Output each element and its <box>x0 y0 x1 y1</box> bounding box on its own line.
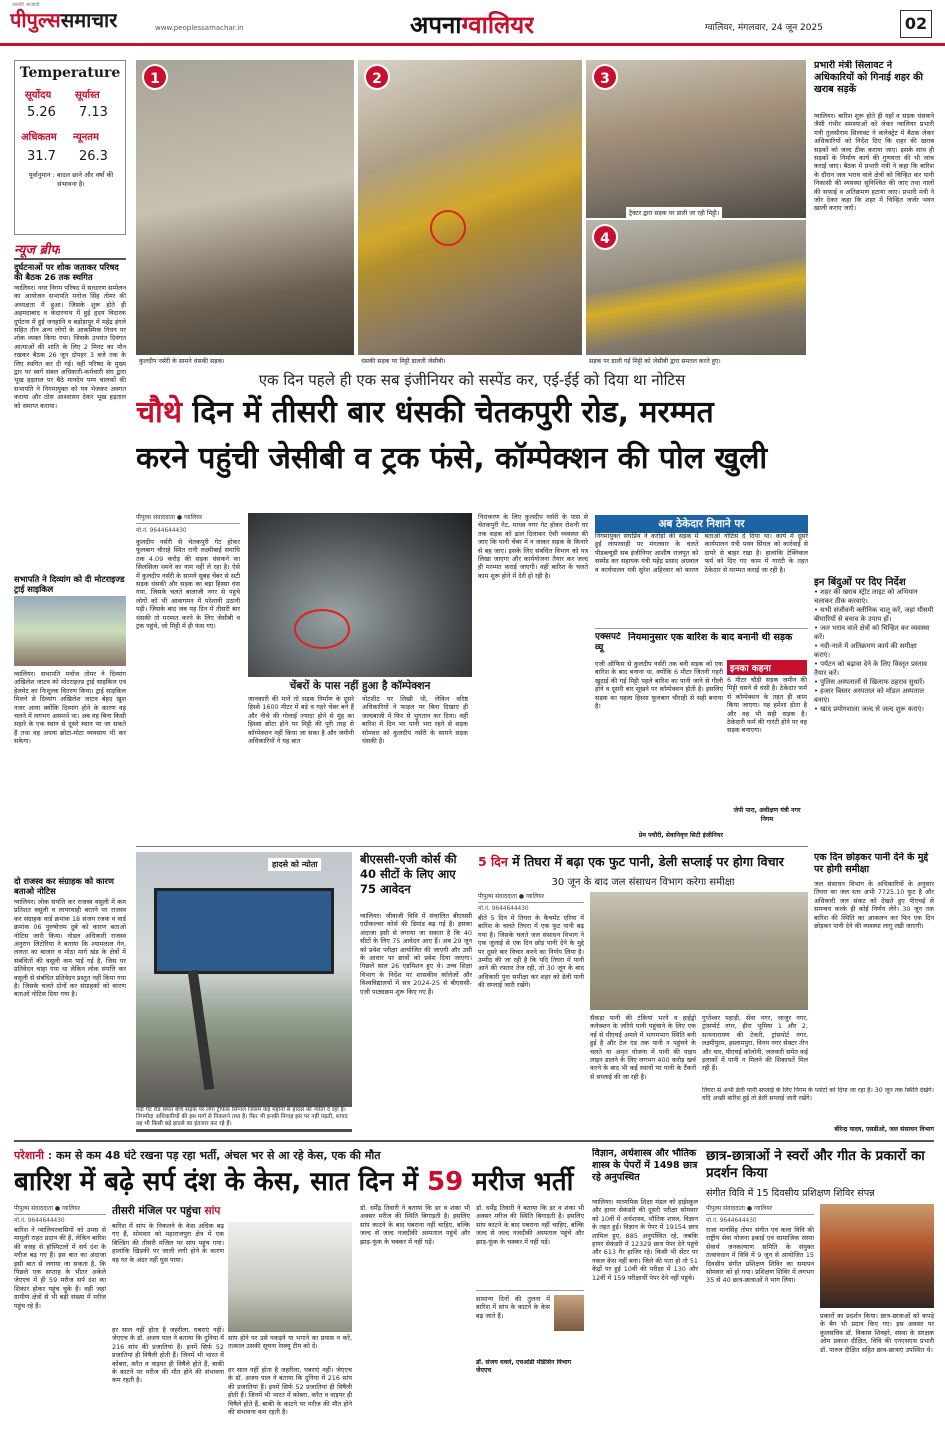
water-column-1: बीते 5 दिन में तिघरा के कैचमेंट एरिया में बारिश के चलते तिघरा में एक फुट पानी बढ़ गया है। जिसके चलते जल संसाधन विभाग ने एक जुलाई से एक दिन छोड़ पानी देने के मुद्दे पर दूसरे बार विचार करने का निर्णय लिया है। उम्मीद की जा रही है कि यदि तिघरा में पानी आने की रफ्तार तेज रही, तो 30 जून के बाद अधिकारी पुनः समीक्षा कर शहर को डेली पानी की सप्लाई जारी रखेंगे। <box>478 914 584 990</box>
list-item: • नदी-नाले में अतिक्रमण कार्य की समीक्षा कराएं। <box>814 642 917 659</box>
photo-2-number: 2 <box>364 64 390 90</box>
temperature-title: Temperature <box>19 65 121 81</box>
snake-window-photo <box>228 1222 352 1332</box>
tricycle-photo <box>14 596 126 666</box>
doctor-photo <box>554 1295 584 1331</box>
brief-3-body: ग्वालियर। लोक संपत्ति कर राजस्व वसूली में कम प्रतिशत वसूली व लापरवाही बरतने पर राजस्व कर संग्राहक वार्ड क्रमांक 18 संजय रजक व वार्ड क्रमांक 06 पुरुषोत्तम दुबे को कारण बताओ नोटिस जारी किया। नोडल अधिकारी राजस्व अनुराग लिटोरिया ने बताया कि श्यामलाल गेन, ललता का बाजार व मोठा मार्ग खंड के क्षेत्रों में संबंधितों की वसूली कम पाई गई है, जिस पर प्रतिवेदन चाहा गया था लेकिन लोक संपत्ति कर वसूली से संबंधित प्रतिवेदन प्रस्तुत नहीं किया गया है। जिसके चलते दोनों कर संग्राहकों को कारण बताओ नोटिस दिया गया है। <box>14 898 126 999</box>
snake-inset-body: बारिश में सांप के निकलने के केस अधिक बढ़ गए हैं, सोमवार को महाराजपुरा क्षेत्र में एक बिल्डिंग की तीसरी मंजिल पर सांप पहुंच गया। हालांकि खिड़की पर जाली लगी होने के कारण वह घर के अंदर नहीं घुस पाया। <box>112 1222 224 1264</box>
highlight-circle <box>430 210 466 246</box>
lead-byline: पीपुल्स संवाददाता ● ग्वालियर <box>136 513 240 524</box>
photo-3-caption: ट्रैक्टर द्वारा सड़क पर डाली जा रही मिट्टी। <box>626 207 722 218</box>
water-byline: पीपुल्स संवाददाता ● ग्वालियर <box>478 892 584 903</box>
max-label: अधिकतम <box>21 132 57 143</box>
lead-column-1: कुलदीप नर्सरी से चेतकपुरी गेट होकर फूलबाग चौराहे स्थित रानी लक्ष्मीबाई समाधि तक 4.09 करोड़ की सड़क धंसकने का सिलसिला थमने का नाम नहीं ले रहा है। ऐसे में कुलदीप नर्सरी के सामने सुबह चेंबर से सटी सड़क धंसकी और सड़क का बड़ा हिस्सा धंस गया, जिसके चलते बालाजी नगर से पहुंचे लोगों को भी आवागमन में परेशानी उठानी पड़ी। जिसके बाद जब यह दिन में तीसरी बार धंसकी तो मरम्मत करने के लिए जेसीबी व ट्रक पहुंचे, जो मिट्टी में ही फंस गए। <box>136 538 240 631</box>
expert-body: एजी ऑफिस से कुलदीप नर्सरी तक बनी सड़क को एक बारिश के बाद बनाना था, क्योंकि 6 मीटर जितनी गहरी खुदाई की गई मिट्टी पहले बारिश का पानी जाने से गीली होने व दूसरी बार सूखने पर कॉम्पेक्शन होती है। इसलिए सड़क का पहला हिस्सा फूलबाग चौराही से सही बनाया है। <box>595 660 723 711</box>
water-column-3: गुप्तेश्वर पहाड़ी, सेवा नगर, जाजुर नगर, ट्रांसपोर्ट नगर, हीरा भूमिया 1 और 2, सत्यनारायण की टेकरी, ट्रांसपोर्ट नगर, लक्ष्मीपुरम, इस्लामपुरा, विनय नगर सेक्टर तीन और चार, पीएचई कॉलोनी, जलवारी समेत कई इलाकों में पानी न मिलने की शिकायतें मिल रही हैं। <box>702 1014 808 1073</box>
engineer-label: इनका कहना <box>727 660 807 675</box>
photo-tag: हादसे को न्योता <box>268 858 321 871</box>
divider <box>14 258 126 260</box>
photo-1-caption: कुलदीप नर्सरी के सामने धंसकी सड़क। <box>136 355 354 366</box>
brief-2-headline[interactable]: सभापति ने दिव्यांग को दी मोटराइज्ड ट्राई साइकिल <box>14 574 125 594</box>
divider <box>14 1140 934 1142</box>
photo-4-caption: सड़क पर डाली गई मिट्टी को जेसीबी द्वारा समतल करते हुए। <box>586 355 806 366</box>
snake-column-2: हर साल नहीं होता है जहरीला, घबराएं नहीं। जेएएच के डॉ. अजय पाल ने बताया कि दुनिया में 216 सांप की प्रजातियां हैं। इनमें सिर्फ 52 प्रजातियां ही विषैली होती हैं। जिनमें भी भारत में कोबरा, करैत व वाइपर ही विषैले होते हैं, बाकी के काटने पर मरीज की मौत होने की संभावना कम रहती है। <box>112 1326 224 1385</box>
snake-mobile: मो.नं. 9644644430 <box>14 1218 65 1224</box>
expert-label: एक्सपर्ट व्यू <box>595 632 621 653</box>
photo-1-sunken-road <box>136 60 354 366</box>
lead-column-2: जानकारी की मानें तो सड़क निर्माण के दूसरे हिस्से 1600 मीटर में बड़े व गहरे चेंबर बने हैं और नीचे की गोलाई ज्यादा होने से मुंह का हिस्सा छोटा होने पर मिट्टी की पूरी तरह से कॉम्पेक्शन नहीं किया जा सका है और जमीनी अधिकारियों ने यह बात <box>248 695 354 746</box>
music-byline: पीपुल्स संवाददाता ● ग्वालियर <box>706 1204 814 1215</box>
music-body: राजा मानसिंह तोमर संगीत एवं कला विवि की राष्ट्रीय सेवा योजना इकाई एवं सामाजिक संस्था सेवार्थ जनकल्याण समिति के संयुक्त तत्वावधान में विवि में 9 जून से आयोजित 15 दिवसीय संगीत प्रशिक्षण शिविर का समापन सोमवार को हो गया। प्रशिक्षण शिविर में लगभग 35 से 40 छात्र-छात्राओं ने भाग लिया। <box>706 1226 814 1285</box>
lead-column-3: नोटशीट पर लिखी थी, लेकिन वरिष्ठ अधिकारियों ने फाइल पर बिना दिखाए ही जल्दबाजी में फिर से भुगतान कर दिया। वहीं बारिश में दिन भर पानी भरा रहने से सड़क सोमवार को कुलदीप नर्सरी के सामने सड़क धंसकी है। <box>362 695 468 746</box>
sunset-value: 7.13 <box>79 105 108 120</box>
lead-kicker: एक दिन पहले ही एक सब इंजीनियर को सस्पेंड कर, एई-ईई को दिया था नोटिस <box>258 371 686 389</box>
snake-inset-caption: सांप होने पर उसे पकड़ने या भगाने का प्रयास न करें, तत्काल उसकी सूचना रेस्क्यू टीम को दें। <box>228 1334 352 1351</box>
brief-3-headline[interactable]: दो राजस्व कर संग्राहक को कारण बताओ नोटिस <box>14 876 114 896</box>
temperature-box <box>14 60 126 235</box>
snake-kicker: परेशानी : कम से कम 48 घंटे रखना पड़ रहा भर्ती, अंचल भर से आ रहे केस, एक की मौत <box>14 1149 381 1162</box>
music-body-2: प्रकारों का प्रदर्शन किया। छात्र-छात्राओं को कपड़े के बैग भी प्रदान किए गए। इस अवसर पर कुलसचिव डॉ. विकास शिवहरे, संस्था के संरक्षक ओम प्रकाश दीक्षित, विवि की एनएसएस प्रभारी डॉ. पारुल दीक्षित सहित छात्र-छात्राएं उपस्थित थे। <box>820 1312 934 1354</box>
photo-4-number: 4 <box>592 224 618 250</box>
min-label: न्यूनतम <box>73 132 99 143</box>
exam-body: ग्वालियर। माध्यमिक शिक्षा मंडल को हाईस्कूल और हायर सेकंडरी की दूसरी परीक्षा सोमवार को 10वीं में अर्थशास्त्र, भौतिक शास्त्र, विज्ञान के तहत हुई। विज्ञान के पेपर में 19154 छात्र शामिल हुए, 885 अनुपस्थित रहे, जबकि हायर सेकंडरी में 12329 छात्र पेपर देने पहुंचे और 613 गैर हाजिर रहे। किसी भी सेंटर पर नकल केस नहीं बना। जिले की पता हो तो 51 केंद्रों पर हुई 10वीं की परीक्षा में 130 और 12वीं में 159 परीक्षार्थी पेपर देने नहीं पहुंचे। <box>592 1198 698 1282</box>
traffic-signal-caption: नदी गेट रोड स्थित बीच सड़क पर लगा ट्रैफिक सिग्नल जिसमें कई महीनों से हादसे को न्योता दे रहा है। निगमोदा अधिकारियों की इस मार्ग से निकलने तथा है। फिर भी इनकी निगाह इस पर नहीं पड़ती, शायद वह भी किसी बड़े हादसे का इंतजार कर रहे हैं। <box>136 1107 352 1129</box>
expert-signature: प्रेम पचौरी, सेवानिवृत्त सिटी इंजीनियर <box>638 832 723 839</box>
photo-2-caption: धंसकी सड़क पर मिट्टी डालती जेसीबी। <box>358 355 582 366</box>
list-item: • जल भराव वाले क्षेत्रों को चिन्हित कर व्यवस्था करें। <box>814 624 930 641</box>
min-value: 26.3 <box>79 149 108 164</box>
list-item: • हजार बिस्तर अस्पताल को मॉडल अस्पताल बनाएं। <box>814 687 925 704</box>
news-brief-title: न्यूज ब्रीफ <box>14 243 61 258</box>
list-item: • शहर की खराब स्ट्रीट लाइट को अभियान चलाकर ठीक करवाएं। <box>814 588 918 605</box>
contractor-box-body: निगमायुक्त संघप्रिय ने करोड़ों की सड़क में हुई लापरवाही पर मंगलवार के चलते पीडब्ल्यूडी सब इंजीनियर आशीष राजपूत को सस्पेंड कर सहायक यंत्री महेंद्र प्रसाद अग्रवाल व कार्यपालन यंत्री सुरेश अहिरवार को कारण बताओ नोटिस दे दिया था। कार्य में दूसरे कार्यपालन यंत्री पवन सिंघल को कार्रवाई से दायरे से बाहर रखा है। हालांकि टेक्निकल फर्म को दिए गए काम में गारंटी के तहत ठेकेदार से मरम्मत कराई जा रही है। <box>595 532 808 574</box>
directions-title: इन बिंदुओं पर दिए निर्देश <box>814 577 906 588</box>
exam-headline[interactable]: विज्ञान, अर्थशास्त्र और भौतिक शास्त्र के पेपरों में 1498 छात्र रहे अनुपस्थित <box>592 1148 698 1183</box>
photo-2-jcb <box>358 60 582 366</box>
signal-pole <box>188 970 215 1090</box>
engineer-signature: जेपी पारा, अधीक्षण यंत्री नगर निगम <box>733 807 801 823</box>
lead-mobile: मो.नं. 9644644430 <box>136 528 187 534</box>
lead-photo-caption: चेंबरों के पास नहीं हुआ है कॉम्पेक्शन <box>248 677 472 695</box>
water-mobile: मो.नं. 9644644430 <box>478 906 529 912</box>
bsc-body: ग्वालियर। जीवाजी विवि में संचालित बीएससी एग्रीकल्चर कोर्स की डिमांड बढ़ गई है। इसका अंदाजा इसी से लगाया जा सकता है कि 40 सीटों के लिए 75 आवेदन आए हैं। अब 29 जून को प्रवेश परीक्षा आयोजित की जाएगी और उसी के आधार पर छात्रों को प्रवेश दिया जाएगा। पिछले साल 26 एडमिशन हुए थे। उच्च शिक्षा विभाग के निर्देश पर शासकीय कॉलेजों और विश्वविद्यालयों में सत्र 2024-25 से बीएससी-एजी पाठ्यक्रम शुरू किए गए हैं। <box>360 912 472 996</box>
brief-1-body: ग्वालियर। नगर निगम परिषद में साधारण सम्मेलन का आयोजन सभापति मनोज सिंह तोमर की अध्यक्षता में हुआ। जिसके शुरू होते ही अहमदाबाद व केदारनाथ में हुई हृदय विदारक दुर्घटना में हुई जनहानि व बड़ोड़ापुर में महेंद्र इंगले सहित तीन अन्य लोगों के आकस्मिक निधन पर शोक व्यक्त किया गया। जिसके उपरांत दिवंगत आत्माओं की शांति के लिए 2 मिनट का मौन रखकर बैठक 26 जून दोपहर 3 बजे तक के लिए स्थगित कर दी गई। वहीं परिषद के मुख्य द्वार पर स्वर्ग संबल अधिकारी-कर्मचारी संघ द्वारा भूख हड़ताल पर बैठे मानदेय पम्प चालकों की सभापति ने निगमायुक्त को पत्र भेजकर अवगत कराया और ठोस आश्वासन देकर भूख हड़ताल को समाप्त कराया। <box>14 284 126 410</box>
water-headline[interactable]: 5 दिन में तिघरा में बढ़ा एक फुट पानी, डेली सप्लाई पर होगा विचार <box>478 854 784 869</box>
brief-2-body: ग्वालियर। सभापति मनोज तोमर ने दिव्यांग अखिलेश जाटव को मोटराइज्ड ट्राई साइकिल एवं हेलमेट का निःशुल्क वितरण किया। ट्राई साइकिल मिलने से दिव्यांग अखिलेश जाटव बेहद खुश नजर आया क्योंकि दिव्यांग होने के कारण वह चलने में लगभग असमर्थ था। अब वह बिना किसी सहारे के एक स्थान से दूसरे स्थान पर जा सकते हैं तथा वह अपना छोटा-मोटा व्यवसाय भी कर सकेगा। <box>14 670 126 746</box>
highlight-circle <box>294 609 350 649</box>
snake-headline[interactable]: बारिश में बढ़े सर्प दंश के केस, सात दिन में 59 मरीज भर्ती <box>14 1167 574 1197</box>
music-headline[interactable]: छात्र-छात्राओं ने स्वरों और गीत के प्रकारों का प्रदर्शन किया <box>706 1148 925 1181</box>
music-group-photo <box>820 1204 934 1308</box>
lead-headline-line-1[interactable]: चौथे दिन में तीसरी बार धंसकी चेतकपुरी रोड, मरम्मत <box>136 395 714 430</box>
page-title: अपनाग्वालियर <box>410 10 535 39</box>
masthead-url[interactable]: www.peoplessamachar.in <box>155 24 244 32</box>
snake-column-5: डॉ. धर्मेंद्र तिवारी ने बताया कि डर व शंका भी अक्सर मरीज की स्थिति बिगाड़ती है। इसलिए सांप काटने के बाद घबराना नहीं चाहिए, बल्कि जल्द से जल्द नजदीकी अस्पताल पहुंचें और झाड़-फूंक के चक्कर में नहीं पड़ें। <box>476 1204 584 1246</box>
lead-photo-truck <box>248 513 472 685</box>
masthead-logo[interactable]: पीपुल्ससमाचार <box>10 8 118 32</box>
forecast-text: पूर्वानुमान : बादल छाने और वर्षा की संभावना है। <box>28 171 114 188</box>
snake-byline: पीपुल्स संवाददाता ● ग्वालियर <box>14 1204 106 1215</box>
brief-1-headline[interactable]: दुर्घटनाओं पर शोक जताकर परिषद की बैठक 26 तक स्थगित <box>14 262 119 282</box>
water-side-body: जल संसाधन विभाग के अधिकारियों के अनुसार तिघरा का जल स्तर अभी 7725.10 फुट है और अधिकारी जल संकट को देखते हुए पीएचई से समन्वय करके ही कोई निर्णय लेंगे। 30 जून तक बारिश की स्थिति का आकलन कर फिर एक दिन छोड़कर पानी देने की व्यवस्था लागू रखी जाएगी। <box>814 880 934 931</box>
snake-doctor-quote: सामान्य दिनों की तुलना में बारिश में सांप के काटने के केस बढ़ जाते हैं। <box>476 1295 550 1320</box>
divider <box>136 846 808 847</box>
page-number: 02 <box>900 10 932 38</box>
bsc-headline[interactable]: बीएससी-एजी कोर्स की 40 सीटों के लिए आए 75 आवेदन <box>360 852 457 896</box>
sunrise-value: 5.26 <box>27 105 56 120</box>
engineer-quote: 6 मीटर चौड़ी सड़क जमीन की मिट्टी धसने से धंसी है। ठेकेदार फर्म से कॉम्पेक्शन के तहत ही काम किया जाएगा। यह हमेशा होता है और वह भी सही सड़क है। ठेकेदारी फर्म की गारंटी होने पर वह सड़क बनाएगा। <box>727 676 807 735</box>
snake-doctor-box <box>476 1290 584 1436</box>
max-value: 31.7 <box>27 149 56 164</box>
snake-inset-title: तीसरी मंजिल पर पहुंचा सांप <box>112 1205 221 1217</box>
snake-column-4: डॉ. धर्मेंद्र तिवारी ने बताया कि डर व शंका भी अक्सर मरीज की स्थिति बिगाड़ती है। इसलिए सांप काटने के बाद घबराना नहीं चाहिए, बल्कि जल्द से जल्द नजदीकी अस्पताल पहुंचें और झाड़-फूंक के चक्कर में नहीं पड़ें। <box>360 1204 470 1246</box>
masthead-tagline: आनंदी आज़ादी <box>12 2 40 8</box>
sunrise-label: सूर्योदय <box>25 90 52 101</box>
snake-column-1: बारिश ने ग्वालियरवासियों को उमस से मामूली राहत प्रदान की है, लेकिन बारिश की वजह से हॉस्पिटलों में सर्प दंश के मरीज बढ़ गए हैं। इस बात का अंदाजा इसी बात से लगाया जा सकता है, कि पिछले एक सप्ताह के भीतर अकेले जेएएच में ही 59 मरीज सर्प दंश का शिकार होकर पहुंच चुके हैं। वहीं जहां ग्रामीण क्षेत्रों से भी बड़ी संख्या में मरीज पहुंच रहे हैं। <box>14 1226 106 1310</box>
dateline: ग्वालियर, मंगलवार, 24 जून 2025 <box>705 23 823 33</box>
directions-list <box>814 588 934 843</box>
sunset-label: सूर्यास्त <box>75 90 100 101</box>
traffic-signal-photo <box>136 852 352 1132</box>
page-header <box>0 0 945 46</box>
photo-3-number: 3 <box>592 64 618 90</box>
water-quote-signature: बीरेन्द्र यादव, एसडीओ, जल संसाधन विभाग <box>834 1126 934 1133</box>
photo-3-tractor <box>586 60 806 218</box>
lead-headline-line-2[interactable]: करने पहुंची जेसीबी व ट्रक फंसे, कॉम्पेक्शन की पोल खुली <box>136 441 768 476</box>
list-item: • पुलिस अस्पतालों से खिलाफ ठहराव सुधारें। <box>814 678 925 686</box>
water-subheadline: 30 जून के बाद जल संसाधन विभाग करेगा समीक्षा <box>551 877 735 888</box>
contractor-box-title: अब ठेकेदार निशाने पर <box>595 515 808 533</box>
tighra-dam-photo <box>590 892 808 1010</box>
minister-body: ग्वालियर। बारिश शुरू होते ही यहाँ व सड़क धंसकने जैसी गंभीर समस्याओं को लेकर ग्वालियर प्रभारी मंत्री तुलसीराम सिलावट ने कलेक्ट्रेट में बैठक लेकर अधिकारियों को निर्देश दिए कि शहर की खराब सड़कों को जल्द ठीक कराया जाए। इसके साथ ही सड़कों के निर्माण कार्य की गुणवत्ता की भी जांच कराई जाए। बैठक में प्रभारी मंत्री ने कहा कि बारिश के दौरान जल भराव वाले क्षेत्रों को चिन्हित कर पानी निकासी की व्यवस्था सुनिश्चित की जाए तथा नालों की सफाई व अतिक्रमण हटाया जाए। प्रभारी मंत्री ने जोर देकर कहा कि शहर में चिन्हित जर्जर भवन खाली कराए जाएँ। <box>814 112 934 213</box>
snake-column-3: हर साल नहीं होता है जहरीला, घबराएं नहीं। जेएएच के डॉ. अजय पाल ने बताया कि दुनिया में 216 सांप की प्रजातियां हैं। इनमें सिर्फ 52 प्रजातियां ही विषैली होती हैं। जिनमें भी भारत में कोबरा, करैत व वाइपर ही विषैले होते हैं, बाकी के काटने पर मरीज की मौत होने की संभावना कम रहती है। <box>228 1366 352 1417</box>
lead-column-4: निराकरण के लिए कुलदीप नर्सरी के पास से चेतकपुरी गेट, माधव नगर गेट होकर रोशनी घर तक सड़क को ढाल दिलाकर ऐसी व्यवस्था की जाए कि पानी चेंबर में न जाकर सड़क के किनारे से बह जाए। इसके लिए संबंधित विभाग को पत्र लिखा जाएगा और कार्ययोजना तैयार कर जल्द ही मरम्मत कराई जाएगी। वहीं बारिश के चलते काम शुरू होने में देरी हो रही है। <box>478 513 588 580</box>
snake-doctor-signature: डॉ. संजय धवले, एचओडी मेडिसिन विभाग जेएएच <box>476 1359 572 1374</box>
photo-1-number: 1 <box>142 64 168 90</box>
minister-headline[interactable]: प्रभारी मंत्री सिलावट ने अधिकारियों को गिनाई शहर की खराब सड़कें <box>814 60 924 95</box>
music-mobile: मो.नं. 9644644430 <box>706 1218 757 1224</box>
expert-headline[interactable]: नियमानुसार एक बारिश के बाद बनानी थी सड़क <box>628 632 793 643</box>
divider <box>595 628 808 629</box>
water-side-headline[interactable]: एक दिन छोड़कर पानी देने के मुद्दे पर होगी समीक्षा <box>814 852 929 875</box>
photo-4-leveling <box>586 220 806 366</box>
water-quote: तिघरा से अभी डेली पानी सप्लाई के लिए निगम के प्लांटों को दिया जा रहा है। 30 जून तक स्थिति देखेंगे। यदि अच्छी बारिश हुई तो डेली सप्लाई जारी रखेंगे। <box>702 1087 934 1102</box>
list-item: • सभी संजीवनी क्लीनिक चालू करें, जहां मौसमी बीमारियों से बचाव के उपाय हों। <box>814 606 934 623</box>
music-subheadline: संगीत विवि में 15 दिवसीय प्रशिक्षण शिविर संपन्न <box>706 1188 875 1199</box>
water-column-2: सैकड़ा पानी की टंकियां भरने व हाईड्रो कनेक्शन के जरिये पानी पहुंचाने के लिए एक नई से पीएचई अमले में भागमभाग स्थिति बनी हुई है और टेल एंड तक पानी न पहुंचने के चलते या अमृत योजना में पानी की पाइप लाइन डालने के लिए लगभग 400 करोड़ खर्च करने के बाद भी कई स्थानों पर पानी के टैंकरों से सप्लाई की जा रही है। <box>590 1014 696 1081</box>
list-item: • पर्यटन को बढ़ावा देने के लिए विस्तृत प्रस्ताव तैयार करें। <box>814 660 927 677</box>
billboard <box>154 888 334 974</box>
list-item: • खाद प्रयोगशाला जल्द से जल्द शुरू कराएं। <box>814 705 924 713</box>
